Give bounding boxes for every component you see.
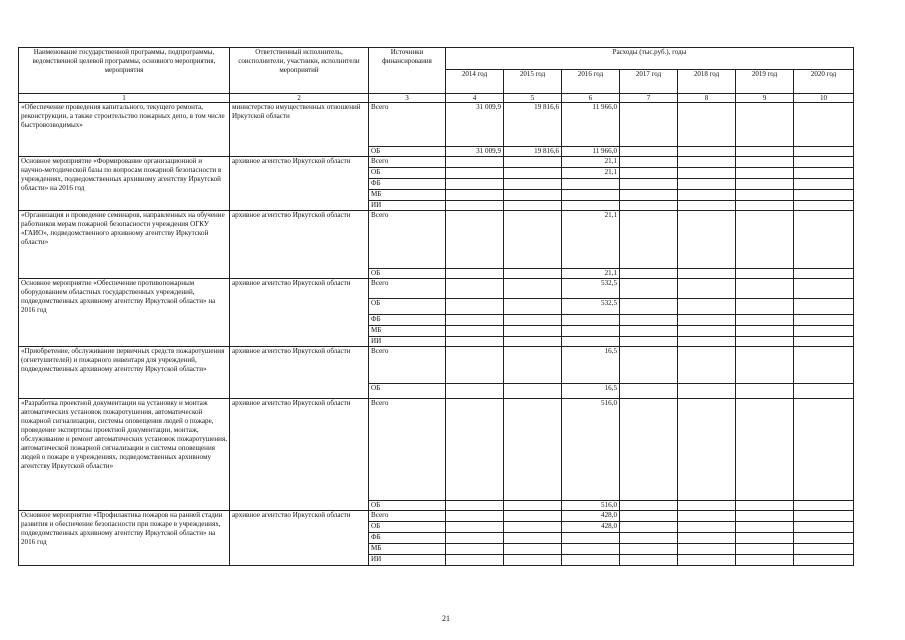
expense-value: 516,0: [562, 501, 620, 511]
expense-value: [678, 168, 736, 179]
funding-source: ОБ: [369, 147, 446, 157]
header-source-column: Источники финансирования: [369, 48, 446, 94]
expense-value: [620, 168, 678, 179]
expense-value: [620, 103, 678, 147]
expense-value: [736, 179, 794, 190]
expense-value: 21,1: [562, 211, 620, 269]
expense-value: [794, 299, 854, 315]
expense-value: [504, 211, 562, 269]
header-year-2: 2015 год: [504, 70, 562, 94]
expense-value: [620, 544, 678, 555]
expense-value: [678, 211, 736, 269]
expense-value: [736, 337, 794, 347]
expense-value: [446, 347, 504, 384]
expense-value: [678, 347, 736, 384]
funding-source: ФБ: [369, 315, 446, 326]
expense-value: [446, 179, 504, 190]
expense-value: [736, 326, 794, 337]
expense-value: [678, 501, 736, 511]
expense-value: [446, 201, 504, 211]
expense-value: [504, 511, 562, 522]
activity-name: «Разработка проектной документации на установку и монтаж автоматических установок пожаротушения, автоматической пожарной сигнализации, системы оповещения людей о пожаре, проведение экспертизы проектной документации, монтаж, обслуживание и ремонт автоматических установок пожаротушения, автоматической пожарной сигнализации и системы оповещения людей о пожаре в учреждениях, подведомственных архивному агентству Иркутской области»: [19, 399, 230, 511]
expense-value: [620, 279, 678, 299]
table-row: [19, 279, 854, 299]
expense-value: [794, 147, 854, 157]
expense-value: 21,1: [562, 157, 620, 168]
table-row: [19, 103, 854, 147]
expense-value: [678, 279, 736, 299]
funding-source: ОБ: [369, 501, 446, 511]
expense-value: [562, 315, 620, 326]
funding-source: МБ: [369, 326, 446, 337]
funding-source: Всего: [369, 103, 446, 147]
expense-value: [678, 201, 736, 211]
funding-source: ФБ: [369, 179, 446, 190]
expense-value: [446, 299, 504, 315]
expense-value: [446, 522, 504, 533]
expense-value: [736, 399, 794, 501]
column-number: 8: [678, 94, 736, 103]
expense-value: [620, 501, 678, 511]
expense-value: [504, 157, 562, 168]
funding-source: Всего: [369, 347, 446, 384]
expense-value: [620, 179, 678, 190]
expense-value: [446, 399, 504, 501]
expense-value: 532,5: [562, 279, 620, 299]
column-number: 1: [19, 94, 230, 103]
expense-value: 16,5: [562, 347, 620, 384]
expense-value: [504, 279, 562, 299]
column-number: 3: [369, 94, 446, 103]
expense-value: [794, 555, 854, 566]
expense-value: 16,5: [562, 384, 620, 399]
expense-value: [504, 168, 562, 179]
expense-value: [446, 315, 504, 326]
header-year-6: 2019 год: [736, 70, 794, 94]
expense-value: [446, 337, 504, 347]
expense-value: [678, 399, 736, 501]
expense-value: [736, 103, 794, 147]
header-year-5: 2018 год: [678, 70, 736, 94]
expense-value: [504, 522, 562, 533]
responsible-executor: архивное агентство Иркутской области: [230, 399, 369, 511]
funding-source: ФБ: [369, 533, 446, 544]
expense-value: [736, 279, 794, 299]
expense-value: [446, 211, 504, 269]
expense-value: [620, 522, 678, 533]
expense-value: [446, 279, 504, 299]
expense-value: [562, 337, 620, 347]
expense-value: [620, 337, 678, 347]
expense-value: [446, 501, 504, 511]
funding-source: ОБ: [369, 522, 446, 533]
responsible-executor: архивное агентство Иркутской области: [230, 347, 369, 399]
expense-value: [678, 555, 736, 566]
expense-value: [620, 211, 678, 269]
funding-source: ИИ: [369, 555, 446, 566]
funding-source: Всего: [369, 279, 446, 299]
expense-value: [736, 190, 794, 201]
expense-value: [678, 179, 736, 190]
expense-value: [736, 533, 794, 544]
responsible-executor: архивное агентство Иркутской области: [230, 279, 369, 347]
expense-value: [562, 326, 620, 337]
header-year-4: 2017 год: [620, 70, 678, 94]
expense-value: [678, 511, 736, 522]
table-row: [19, 211, 854, 269]
expense-value: [504, 533, 562, 544]
expense-value: [678, 384, 736, 399]
expense-value: [794, 501, 854, 511]
expense-value: 516,0: [562, 399, 620, 501]
header-year-1: 2014 год: [446, 70, 504, 94]
expense-value: [736, 347, 794, 384]
expense-value: [620, 315, 678, 326]
table-row: [19, 511, 854, 522]
funding-source: ОБ: [369, 269, 446, 279]
expense-value: [794, 399, 854, 501]
expense-value: [446, 190, 504, 201]
expense-value: [620, 269, 678, 279]
expense-value: [736, 384, 794, 399]
expense-value: 11 966,0: [562, 103, 620, 147]
header-year-7: 2020 год: [794, 70, 854, 94]
header-name-column: Наименование государственной программы, подпрограммы, ведомственной целевой программы, основного мероприятия, мероприятия: [19, 48, 230, 94]
expense-value: [678, 522, 736, 533]
expense-value: [504, 179, 562, 190]
column-number: 10: [794, 94, 854, 103]
expense-value: [678, 544, 736, 555]
expense-value: [678, 147, 736, 157]
expense-value: 21,1: [562, 168, 620, 179]
expense-value: [794, 211, 854, 269]
header-year-3: 2016 год: [562, 70, 620, 94]
expense-value: [794, 384, 854, 399]
expense-value: 31 009,9: [446, 103, 504, 147]
expense-value: [736, 201, 794, 211]
responsible-executor: архивное агентство Иркутской области: [230, 211, 369, 279]
activity-name: «Приобретение, обслуживание первичных средств пожаротушения (огнетушителей) и пожарного инвентаря для учреждений, подведомственных архивному агентству Иркутской области»: [19, 347, 230, 399]
expense-value: [504, 190, 562, 201]
expense-value: [794, 179, 854, 190]
expense-value: [446, 533, 504, 544]
funding-source: ОБ: [369, 168, 446, 179]
expense-value: [736, 157, 794, 168]
expense-value: [446, 168, 504, 179]
expense-value: [446, 555, 504, 566]
expense-value: 31 009,9: [446, 147, 504, 157]
expense-value: [562, 533, 620, 544]
table-row: [19, 157, 854, 168]
expense-value: [794, 190, 854, 201]
expense-value: [504, 347, 562, 384]
column-number: 9: [736, 94, 794, 103]
expense-value: [678, 299, 736, 315]
expense-value: [736, 544, 794, 555]
expense-value: [446, 384, 504, 399]
expense-value: [562, 201, 620, 211]
expense-value: [794, 279, 854, 299]
funding-source: МБ: [369, 544, 446, 555]
expense-value: [504, 384, 562, 399]
expense-value: [678, 326, 736, 337]
expense-value: [794, 269, 854, 279]
expense-value: [504, 501, 562, 511]
expense-value: [794, 201, 854, 211]
column-number: 5: [504, 94, 562, 103]
expense-value: [794, 103, 854, 147]
expense-value: [620, 147, 678, 157]
expense-value: [504, 399, 562, 501]
expense-value: [678, 337, 736, 347]
expense-value: [736, 555, 794, 566]
expense-value: [562, 179, 620, 190]
expense-value: [446, 326, 504, 337]
table-row: [19, 399, 854, 501]
expense-value: [562, 555, 620, 566]
column-numbers-row: [19, 94, 854, 103]
expense-value: [620, 399, 678, 501]
responsible-executor: архивное агентство Иркутской области: [230, 511, 369, 566]
expense-value: [504, 315, 562, 326]
expense-value: [504, 544, 562, 555]
expense-value: [620, 299, 678, 315]
header-expenses-column: Расходы (тыс.руб.), годы: [446, 48, 854, 70]
funding-source: Всего: [369, 399, 446, 501]
expense-value: [736, 211, 794, 269]
expense-value: [794, 157, 854, 168]
expense-value: [736, 511, 794, 522]
expense-value: [678, 157, 736, 168]
expense-value: [678, 315, 736, 326]
funding-source: ИИ: [369, 201, 446, 211]
expense-value: [736, 168, 794, 179]
expense-value: 532,5: [562, 299, 620, 315]
expense-value: 11 966,0: [562, 147, 620, 157]
expense-value: [620, 157, 678, 168]
expense-value: [620, 326, 678, 337]
activity-name: Основное мероприятие «Формирование организационной и научно-методической базы по вопросам пожарной безопасности в учреждениях, подведомственных архивному агентству Иркутской области» на 2016 год: [19, 157, 230, 211]
expense-value: [504, 201, 562, 211]
funding-source: Всего: [369, 157, 446, 168]
table-header: [19, 48, 854, 103]
responsible-executor: архивное агентство Иркутской области: [230, 157, 369, 211]
expense-value: 19 816,6: [504, 147, 562, 157]
expense-value: [562, 544, 620, 555]
funding-source: МБ: [369, 190, 446, 201]
expense-value: [794, 347, 854, 384]
expenses-table: [18, 47, 854, 566]
table-row: [19, 347, 854, 384]
expense-value: [446, 511, 504, 522]
activity-name: «Организация и проведение семинаров, направленных на обучение работников мерам пожарной безопасности учреждения ОГКУ «ГАИО», подведомственного архивному агентству Иркутской области»: [19, 211, 230, 279]
expense-value: [446, 269, 504, 279]
expense-value: [736, 269, 794, 279]
expense-value: [794, 337, 854, 347]
expense-value: [736, 315, 794, 326]
expense-value: [446, 157, 504, 168]
expense-value: [504, 326, 562, 337]
expense-value: [562, 190, 620, 201]
column-number: 7: [620, 94, 678, 103]
page-number: 21: [442, 614, 450, 623]
funding-source: ОБ: [369, 384, 446, 399]
funding-source: ИИ: [369, 337, 446, 347]
activity-name: «Обеспечение проведения капитального, текущего ремонта, реконструкции, а также строительство пожарных депо, в том числе быстровозводимых»: [19, 103, 230, 157]
funding-source: Всего: [369, 211, 446, 269]
expense-value: [620, 384, 678, 399]
expense-value: [504, 299, 562, 315]
expense-value: [504, 337, 562, 347]
expense-value: 19 816,6: [504, 103, 562, 147]
expense-value: 21,1: [562, 269, 620, 279]
expense-value: [504, 269, 562, 279]
expense-value: [794, 168, 854, 179]
activity-name: Основное мероприятие «Профилактика пожаров на ранней стадии развития и обеспечение безопасности при пожаре в учреждениях, подведомственных архивному агентству Иркутской области» на 2016 год: [19, 511, 230, 566]
expense-value: [620, 533, 678, 544]
expense-value: [620, 347, 678, 384]
expense-value: [620, 555, 678, 566]
expense-value: [794, 326, 854, 337]
responsible-executor: министерство имущественных отношений Иркутской области: [230, 103, 369, 157]
expense-value: [678, 269, 736, 279]
column-number: 2: [230, 94, 369, 103]
activity-name: Основное мероприятие «Обеспечение противопожарным оборудованием областных государственных учреждений, подведомственных архивному агентству Иркутской области» на 2016 год: [19, 279, 230, 347]
expense-value: [736, 299, 794, 315]
expense-value: [678, 103, 736, 147]
expense-value: [620, 201, 678, 211]
expense-value: [504, 555, 562, 566]
expense-value: [794, 315, 854, 326]
header-executor-column: Ответственный исполнитель, соисполнители, участники, исполнители мероприятий: [230, 48, 369, 94]
expense-value: [678, 190, 736, 201]
table-body: [19, 103, 854, 566]
funding-source: ОБ: [369, 299, 446, 315]
expense-value: [736, 147, 794, 157]
column-number: 6: [562, 94, 620, 103]
expense-value: [620, 190, 678, 201]
expense-value: [620, 511, 678, 522]
expense-value: [446, 544, 504, 555]
expense-value: [736, 501, 794, 511]
expense-value: [736, 522, 794, 533]
funding-source: Всего: [369, 511, 446, 522]
expense-value: 428,0: [562, 522, 620, 533]
expense-value: [794, 544, 854, 555]
expense-value: [794, 511, 854, 522]
column-number: 4: [446, 94, 504, 103]
expense-value: [678, 533, 736, 544]
expense-value: 428,0: [562, 511, 620, 522]
expense-value: [794, 522, 854, 533]
expense-value: [794, 533, 854, 544]
